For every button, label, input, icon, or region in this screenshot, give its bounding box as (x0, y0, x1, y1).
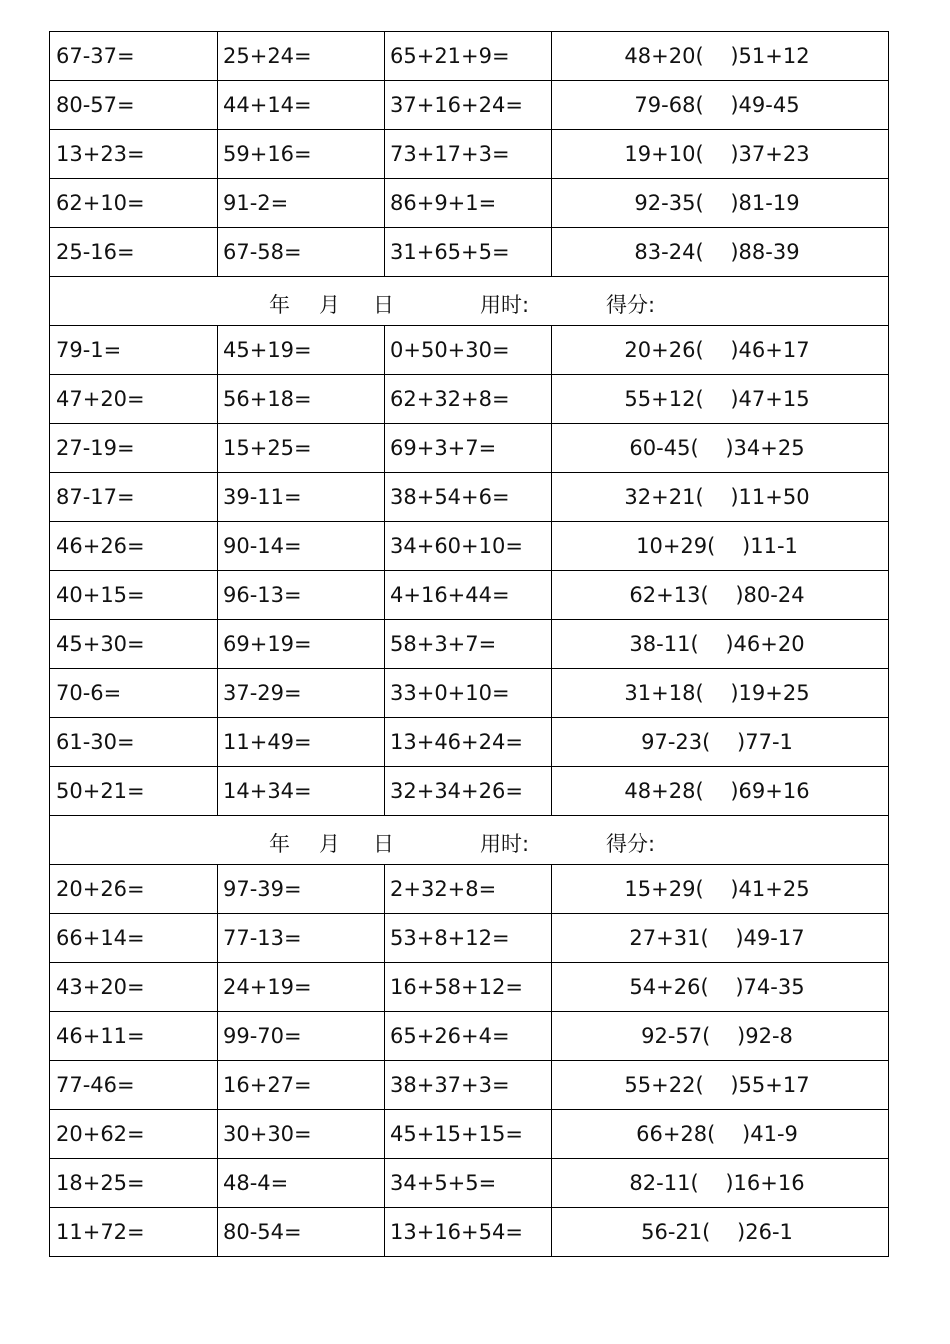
subtraction-addition-cell: 18+25= (50, 1159, 218, 1208)
subtraction-addition-cell: 79-1= (50, 326, 218, 375)
three-number-cell: 45+15+15= (385, 1110, 552, 1159)
three-number-cell: 13+46+24= (385, 718, 552, 767)
comparison-expression: 48+28( )69+16 (624, 779, 810, 803)
comparison-cell (552, 1110, 889, 1159)
problem-row (50, 571, 889, 620)
time-used-label: 用时: (480, 832, 530, 856)
comparison-expression: 55+22( )55+17 (624, 1073, 810, 1097)
three-number-cell: 2+32+8= (385, 865, 552, 914)
comparison-cell (552, 1012, 889, 1061)
comparison-expression: 38-11( )46+20 (629, 632, 805, 656)
two-number-cell: 99-70= (218, 1012, 385, 1061)
subtraction-addition-cell: 20+26= (50, 865, 218, 914)
subtraction-addition-cell: 77-46= (50, 1061, 218, 1110)
two-number-cell: 16+27= (218, 1061, 385, 1110)
subtraction-addition-cell: 62+10= (50, 179, 218, 228)
subtraction-addition-cell: 20+62= (50, 1110, 218, 1159)
comparison-expression: 27+31( )49-17 (629, 926, 805, 950)
two-number-cell: 97-39= (218, 865, 385, 914)
problem-row (50, 914, 889, 963)
problem-row (50, 326, 889, 375)
subtraction-addition-cell: 27-19= (50, 424, 218, 473)
problem-row (50, 522, 889, 571)
worksheet-table (49, 31, 889, 1257)
problem-row (50, 81, 889, 130)
subtraction-addition-cell: 13+23= (50, 130, 218, 179)
comparison-expression: 20+26( )46+17 (624, 338, 810, 362)
subtraction-addition-cell: 45+30= (50, 620, 218, 669)
comparison-expression: 79-68( )49-45 (634, 93, 800, 117)
problem-row (50, 620, 889, 669)
subtraction-addition-cell: 61-30= (50, 718, 218, 767)
problem-row (50, 32, 889, 81)
comparison-expression: 92-57( )92-8 (641, 1024, 793, 1048)
two-number-cell: 90-14= (218, 522, 385, 571)
three-number-cell: 53+8+12= (385, 914, 552, 963)
comparison-expression: 15+29( )41+25 (624, 877, 810, 901)
two-number-cell: 37-29= (218, 669, 385, 718)
two-number-cell: 39-11= (218, 473, 385, 522)
subtraction-addition-cell: 87-17= (50, 473, 218, 522)
comparison-expression: 31+18( )19+25 (624, 681, 810, 705)
three-number-cell: 32+34+26= (385, 767, 552, 816)
two-number-cell: 67-58= (218, 228, 385, 277)
two-number-cell: 59+16= (218, 130, 385, 179)
comparison-cell (552, 130, 889, 179)
worksheet-body (50, 32, 889, 1257)
three-number-cell: 86+9+1= (385, 179, 552, 228)
three-number-cell: 0+50+30= (385, 326, 552, 375)
subtraction-addition-cell: 67-37= (50, 32, 218, 81)
comparison-cell (552, 424, 889, 473)
problem-row (50, 228, 889, 277)
three-number-cell: 37+16+24= (385, 81, 552, 130)
comparison-cell (552, 865, 889, 914)
problem-row (50, 424, 889, 473)
three-number-cell: 73+17+3= (385, 130, 552, 179)
problem-row (50, 179, 889, 228)
subtraction-addition-cell: 70-6= (50, 669, 218, 718)
comparison-cell (552, 179, 889, 228)
problem-row (50, 130, 889, 179)
comparison-expression: 83-24( )88-39 (634, 240, 800, 264)
comparison-expression: 10+29( )11-1 (636, 534, 798, 558)
two-number-cell: 44+14= (218, 81, 385, 130)
two-number-cell: 45+19= (218, 326, 385, 375)
three-number-cell: 38+54+6= (385, 473, 552, 522)
comparison-expression: 62+13( )80-24 (629, 583, 805, 607)
subtraction-addition-cell: 25-16= (50, 228, 218, 277)
year-label: 年 (269, 293, 290, 317)
comparison-cell (552, 326, 889, 375)
score-label: 得分: (606, 293, 656, 317)
three-number-cell: 16+58+12= (385, 963, 552, 1012)
three-number-cell: 13+16+54= (385, 1208, 552, 1257)
two-number-cell: 11+49= (218, 718, 385, 767)
problem-row (50, 767, 889, 816)
comparison-cell (552, 963, 889, 1012)
comparison-cell (552, 620, 889, 669)
comparison-expression: 19+10( )37+23 (624, 142, 810, 166)
comparison-cell (552, 767, 889, 816)
problem-row (50, 1159, 889, 1208)
year-label: 年 (269, 832, 290, 856)
two-number-cell: 48-4= (218, 1159, 385, 1208)
comparison-expression: 54+26( )74-35 (629, 975, 805, 999)
three-number-cell: 34+60+10= (385, 522, 552, 571)
comparison-cell (552, 914, 889, 963)
subtraction-addition-cell: 46+11= (50, 1012, 218, 1061)
three-number-cell: 62+32+8= (385, 375, 552, 424)
problem-row (50, 375, 889, 424)
comparison-cell (552, 375, 889, 424)
three-number-cell: 33+0+10= (385, 669, 552, 718)
day-label: 日 (373, 832, 394, 856)
comparison-cell (552, 228, 889, 277)
month-label: 月 (319, 832, 340, 856)
comparison-cell (552, 1061, 889, 1110)
date-score-header (50, 277, 889, 326)
three-number-cell: 69+3+7= (385, 424, 552, 473)
comparison-expression: 82-11( )16+16 (629, 1171, 805, 1195)
two-number-cell: 69+19= (218, 620, 385, 669)
date-score-header-row (50, 277, 889, 326)
comparison-cell (552, 32, 889, 81)
problem-row (50, 669, 889, 718)
two-number-cell: 91-2= (218, 179, 385, 228)
problem-row (50, 718, 889, 767)
comparison-cell (552, 1159, 889, 1208)
comparison-cell (552, 571, 889, 620)
two-number-cell: 14+34= (218, 767, 385, 816)
problem-row (50, 1208, 889, 1257)
date-score-header-row (50, 816, 889, 865)
three-number-cell: 34+5+5= (385, 1159, 552, 1208)
comparison-cell (552, 473, 889, 522)
two-number-cell: 77-13= (218, 914, 385, 963)
subtraction-addition-cell: 40+15= (50, 571, 218, 620)
problem-row (50, 1110, 889, 1159)
two-number-cell: 80-54= (218, 1208, 385, 1257)
two-number-cell: 15+25= (218, 424, 385, 473)
three-number-cell: 65+21+9= (385, 32, 552, 81)
subtraction-addition-cell: 11+72= (50, 1208, 218, 1257)
two-number-cell: 56+18= (218, 375, 385, 424)
subtraction-addition-cell: 80-57= (50, 81, 218, 130)
subtraction-addition-cell: 43+20= (50, 963, 218, 1012)
comparison-expression: 48+20( )51+12 (624, 44, 810, 68)
comparison-expression: 56-21( )26-1 (641, 1220, 793, 1244)
time-used-label: 用时: (480, 293, 530, 317)
three-number-cell: 58+3+7= (385, 620, 552, 669)
two-number-cell: 25+24= (218, 32, 385, 81)
comparison-cell (552, 522, 889, 571)
three-number-cell: 4+16+44= (385, 571, 552, 620)
problem-row (50, 865, 889, 914)
two-number-cell: 96-13= (218, 571, 385, 620)
comparison-cell (552, 718, 889, 767)
score-label: 得分: (606, 832, 656, 856)
comparison-expression: 66+28( )41-9 (636, 1122, 798, 1146)
comparison-expression: 97-23( )77-1 (641, 730, 793, 754)
comparison-expression: 60-45( )34+25 (629, 436, 805, 460)
subtraction-addition-cell: 46+26= (50, 522, 218, 571)
three-number-cell: 31+65+5= (385, 228, 552, 277)
comparison-expression: 92-35( )81-19 (634, 191, 800, 215)
problem-row (50, 1012, 889, 1061)
two-number-cell: 24+19= (218, 963, 385, 1012)
comparison-cell (552, 1208, 889, 1257)
problem-row (50, 473, 889, 522)
comparison-expression: 32+21( )11+50 (624, 485, 810, 509)
date-score-header (50, 816, 889, 865)
month-label: 月 (319, 293, 340, 317)
day-label: 日 (373, 293, 394, 317)
problem-row (50, 1061, 889, 1110)
subtraction-addition-cell: 66+14= (50, 914, 218, 963)
three-number-cell: 65+26+4= (385, 1012, 552, 1061)
two-number-cell: 30+30= (218, 1110, 385, 1159)
subtraction-addition-cell: 50+21= (50, 767, 218, 816)
comparison-cell (552, 669, 889, 718)
problem-row (50, 963, 889, 1012)
three-number-cell: 38+37+3= (385, 1061, 552, 1110)
comparison-expression: 55+12( )47+15 (624, 387, 810, 411)
subtraction-addition-cell: 47+20= (50, 375, 218, 424)
comparison-cell (552, 81, 889, 130)
